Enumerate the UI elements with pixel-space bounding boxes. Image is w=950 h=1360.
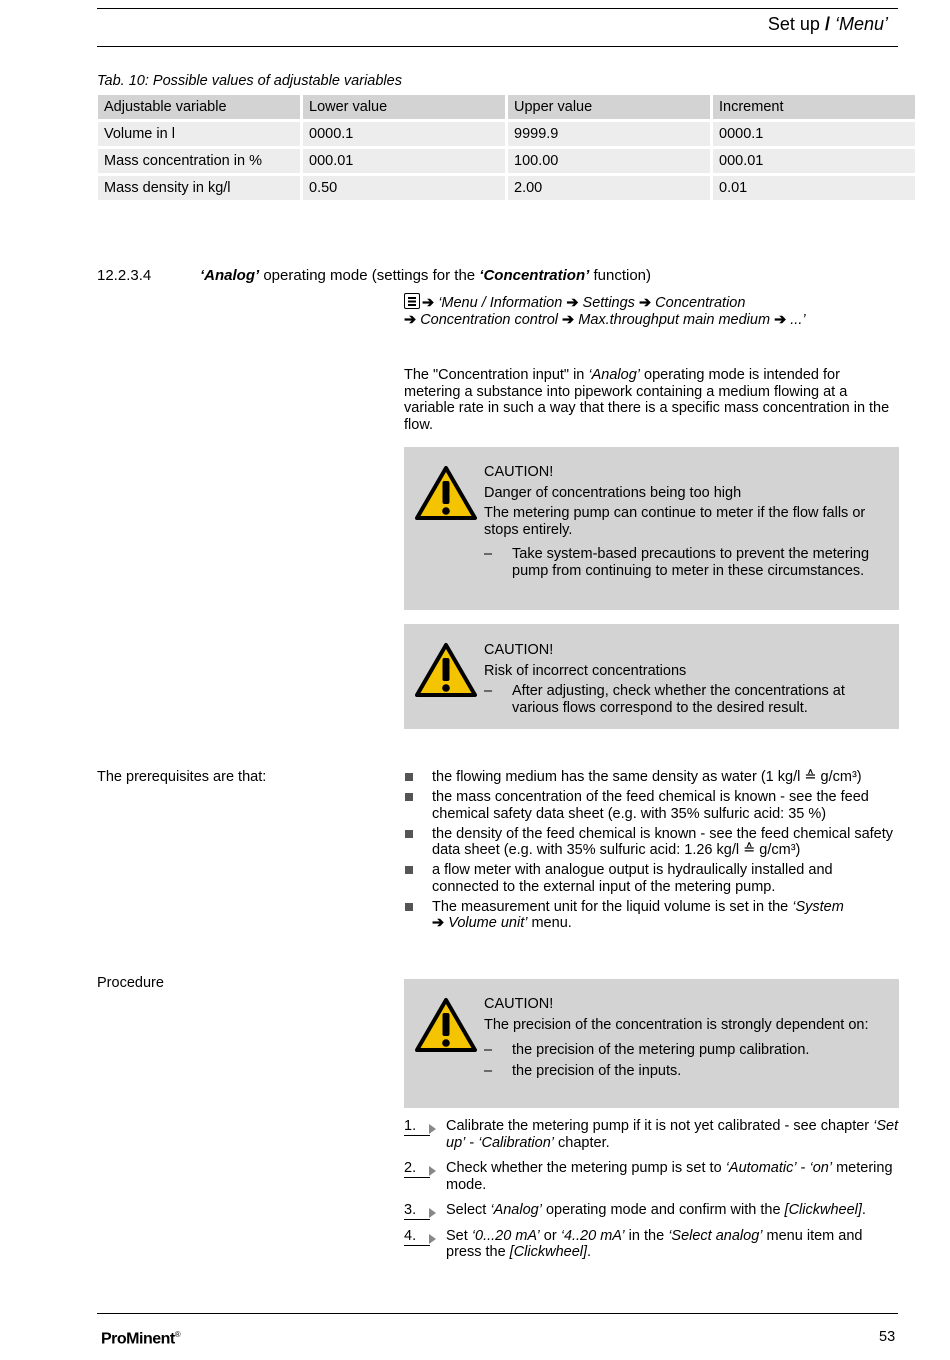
prominent-logo: ProMinent®	[101, 1330, 181, 1348]
step-arrow-icon	[429, 1166, 436, 1176]
step-arrow-icon	[429, 1234, 436, 1244]
section-number: 12.2.3.4	[97, 267, 152, 284]
step-arrow-icon	[429, 1208, 436, 1218]
table-cell: 0.50	[303, 176, 505, 200]
table-cell: 000.01	[303, 149, 505, 173]
table-header-cell: Lower value	[303, 95, 505, 119]
list-item: The measurement unit for the liquid volume is set in the ‘System ➔ Volume unit’ menu.	[404, 899, 899, 932]
header-top-rule	[97, 8, 898, 9]
values-table	[95, 92, 918, 203]
list-item: the mass concentration of the feed chemical is known - see the feed chemical safety data sheet (e.g. with 35% sulfuric acid: 35 %)	[404, 789, 899, 822]
caution-box-incorrect-concentrations	[404, 624, 899, 729]
table-cell: Volume in l	[98, 122, 300, 146]
table-caption: Tab. 10: Possible values of adjustable variables	[97, 73, 402, 89]
footer-rule	[97, 1313, 898, 1314]
table-header-cell: Upper value	[508, 95, 710, 119]
caution-heading: Danger of concentrations being too high	[484, 484, 742, 501]
procedure-step: 4. Set ‘0...20 mA’ or ‘4..20 mA’ in the ‘Select analog’ menu item and press the [Clickwheel].	[404, 1227, 863, 1260]
table-row	[98, 122, 915, 146]
prerequisites-label: The prerequisites are that:	[97, 769, 267, 785]
list-item: the flowing medium has the same density as water (1 kg/l ≙ g/cm³)	[404, 769, 899, 786]
procedure-step: 2. Check whether the metering pump is set to ‘Automatic’ - ‘on’ metering mode.	[404, 1160, 893, 1193]
caution-box-concentration-high	[404, 447, 899, 610]
procedure-step: 3. Select ‘Analog’ operating mode and confirm with the [Clickwheel].	[404, 1202, 866, 1218]
table-cell: 0000.1	[303, 122, 505, 146]
procedure-step: 1. Calibrate the metering pump if it is not yet calibrated - see chapter ‘Set up’ - ‘Calibration’ chapter.	[404, 1118, 899, 1151]
step-number: 4.	[404, 1228, 440, 1245]
step-arrow-icon	[429, 1124, 436, 1134]
step-number: 2.	[404, 1160, 440, 1177]
caution-heading: Risk of incorrect concentrations	[484, 662, 687, 679]
caution-item: – Take system-based precautions to prevent the metering pump from continuing to meter in these circumstances.	[484, 546, 870, 579]
procedure-label: Procedure	[97, 975, 164, 991]
caution-item: – the precision of the metering pump calibration.	[484, 1042, 810, 1058]
bullet-square-icon	[405, 773, 413, 781]
header-bottom-rule	[97, 46, 898, 47]
prerequisites-list	[404, 769, 899, 935]
menu-path: ➔ ‘Menu / Information ➔ Settings ➔ Concentration ➔ Concentration control ➔ Max.throughput main medium ➔ ...’	[404, 295, 806, 328]
list-item: the density of the feed chemical is known - see the feed chemical safety data sheet (e.g. with 35% sulfuric acid: 1.26 kg/l ≙ g/cm³)	[404, 826, 899, 859]
table-cell: 2.00	[508, 176, 710, 200]
caution-item: – the precision of the inputs.	[484, 1062, 682, 1079]
bullet-square-icon	[405, 866, 413, 874]
bullet-square-icon	[405, 830, 413, 838]
warning-triangle-icon	[414, 465, 478, 521]
table-cell: 100.00	[508, 149, 710, 173]
step-number: 1.	[404, 1118, 440, 1135]
list-item: a flow meter with analogue output is hydraulically installed and connected to the external input of the metering pump.	[404, 862, 899, 895]
caution-text: The precision of the concentration is strongly dependent on:	[484, 1016, 869, 1033]
table-header-cell: Increment	[713, 95, 915, 119]
page-header-title: Set up / ‘Menu’	[767, 14, 888, 34]
section-title: ‘Analog’ operating mode (settings for the ‘Concentration’ function)	[200, 267, 652, 284]
table-cell: Mass density in kg/l	[98, 176, 300, 200]
caution-label: CAUTION!	[484, 642, 554, 658]
intro-paragraph: The "Concentration input" in ‘Analog’ operating mode is intended for metering a substance into pipework containing a medium flowing at a variable rate in such a way that there is a specific mass concentration in the flow.	[404, 367, 890, 433]
caution-item: – After adjusting, check whether the concentrations at various flows correspond to the desired result.	[484, 683, 845, 716]
bullet-square-icon	[405, 903, 413, 911]
caution-text: The metering pump can continue to meter if the flow falls or stops entirely.	[484, 505, 866, 538]
procedure-steps	[404, 1118, 899, 1270]
caution-label: CAUTION!	[484, 996, 554, 1012]
page-number: 53	[879, 1329, 896, 1345]
caution-label: CAUTION!	[484, 464, 554, 480]
table-cell: 0000.1	[713, 122, 915, 146]
table-cell: 9999.9	[508, 122, 710, 146]
table-row	[98, 149, 915, 173]
caution-box-precision	[404, 979, 899, 1108]
bullet-square-icon	[405, 793, 413, 801]
table-header-cell: Adjustable variable	[98, 95, 300, 119]
menu-list-icon	[404, 293, 420, 309]
table-cell: 000.01	[713, 149, 915, 173]
table-row	[98, 176, 915, 200]
step-number: 3.	[404, 1202, 440, 1219]
warning-triangle-icon	[414, 997, 478, 1053]
table-cell: Mass concentration in %	[98, 149, 300, 173]
table-cell: 0.01	[713, 176, 915, 200]
table-header-row	[98, 95, 915, 119]
warning-triangle-icon	[414, 642, 478, 698]
